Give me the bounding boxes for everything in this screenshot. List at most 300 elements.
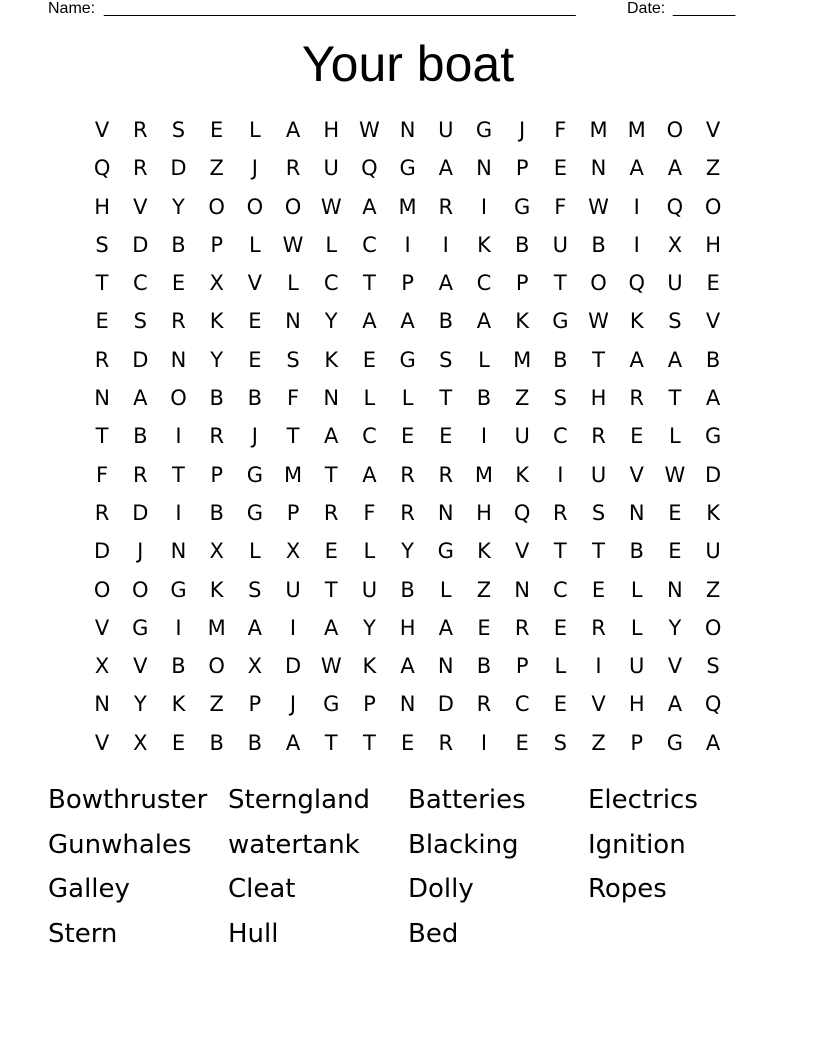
grid-letter: P [363,692,376,717]
grid-letter: B [209,500,224,525]
grid-letter: V [591,692,606,717]
grid-letter: E [668,539,682,564]
grid-letter: F [363,500,376,525]
grid-letter: L [630,577,643,602]
word-list-item: Bed [408,918,459,949]
grid-letter: E [553,615,567,640]
grid-letter: T [324,462,338,487]
grid-letter: N [399,692,416,717]
grid-letter: Q [628,271,645,296]
grid-letter: V [133,654,148,679]
grid-letter: T [324,730,338,755]
grid-letter: R [132,156,148,181]
grid-letter: Y [324,309,338,334]
grid-letter: J [251,156,258,181]
grid-letter: N [399,118,416,142]
grid-letter: H [399,615,416,640]
grid-letter: V [94,615,110,640]
grid-letter: R [171,309,186,334]
grid-letter: A [362,194,377,219]
word-list-item: Ignition [588,829,686,860]
grid-letter: R [629,386,645,411]
grid-letter: V [94,730,110,755]
grid-letter: I [442,232,449,257]
grid-letter: A [400,309,415,334]
grid-letter: E [171,730,186,755]
grid-letter: A [400,654,415,679]
grid-letter: H [705,232,721,257]
grid-letter: D [94,539,111,564]
grid-letter: U [514,424,530,449]
grid-row [83,188,733,226]
grid-letter: L [287,271,299,296]
grid-letter: O [246,194,264,219]
grid-letter: J [289,692,297,717]
grid-letter: J [519,118,526,142]
grid-letter: Y [210,347,224,372]
grid-letter: A [133,386,148,411]
grid-letter: Z [514,386,530,411]
grid-letter: A [438,615,453,640]
grid-letter: N [285,309,301,334]
grid-letter: A [667,156,683,181]
grid-letter: D [170,156,187,181]
grid-letter: S [95,232,109,257]
word-list-item: Batteries [408,785,526,815]
grid-letter: B [514,232,530,257]
grid-letter: P [210,462,223,487]
grid-letter: O [284,194,302,219]
grid-letter: K [324,347,339,372]
grid-letter: B [400,577,415,602]
grid-letter: H [590,386,607,411]
grid-letter: E [95,309,109,334]
grid-row [83,341,733,379]
grid-letter: O [170,386,187,411]
grid-letter: A [705,730,721,755]
grid-letter: E [477,615,491,640]
grid-letter: B [171,654,186,679]
grid-letter: X [247,654,263,679]
grid-letter: B [209,730,224,755]
grid-letter: Q [666,194,684,219]
grid-letter: W [320,194,342,219]
grid-letter: K [209,309,224,334]
grid-letter: P [630,730,644,755]
grid-letter: B [591,232,606,257]
grid-row [83,647,733,685]
grid-letter: U [629,654,645,679]
grid-letter: W [320,654,342,679]
grid-letter: R [591,424,606,449]
grid-letter: A [667,347,683,372]
grid-letter: I [480,730,488,755]
grid-letter: R [132,462,148,487]
grid-letter: U [438,118,454,142]
grid-letter: C [514,692,530,717]
grid-letter: M [207,615,226,640]
grid-letter: E [630,424,644,449]
grid-letter: D [705,462,722,487]
grid-letter: Y [668,615,682,640]
grid-letter: H [323,118,340,142]
grid-letter: C [362,232,377,257]
grid-letter: L [401,386,414,411]
grid-letter: V [94,118,110,142]
grid-letter: C [323,271,339,296]
grid-letter: E [400,424,415,449]
grid-letter: P [248,692,262,717]
grid-letter: L [554,654,567,679]
grid-letter: V [514,539,530,564]
grid-letter: T [592,347,605,372]
grid-letter: W [588,194,609,219]
grid-letter: Z [209,156,224,181]
grid-letter: R [94,347,110,372]
grid-letter: T [553,539,567,564]
grid-letter: I [633,194,640,219]
grid-letter: A [438,156,453,181]
grid-letter: P [515,156,529,181]
grid-letter: M [589,118,608,142]
grid-letter: G [246,500,263,525]
grid-row [83,571,733,609]
grid-letter: Q [513,500,531,525]
grid-letter: B [553,347,568,372]
grid-row [83,149,733,187]
grid-letter: F [554,118,567,142]
word-list-item: Cleat [228,874,296,904]
grid-letter: Z [209,692,224,717]
grid-row [83,724,733,762]
grid-letter: O [132,577,149,602]
grid-letter: H [94,194,110,219]
word-list-item: Ropes [588,874,667,904]
grid-letter: U [552,232,569,257]
word-list-item: Gunwhales [48,829,192,860]
grid-letter: B [476,654,492,679]
grid-letter: M [398,194,417,219]
grid-letter: X [94,654,110,679]
grid-row [83,456,733,494]
grid-letter: A [285,118,301,142]
grid-letter: R [438,194,454,219]
grid-letter: B [209,386,224,411]
grid-letter: O [666,118,684,142]
grid-letter: R [209,424,224,449]
grid-letter: O [93,577,111,602]
grid-letter: P [210,232,223,257]
grid-letter: T [95,271,109,296]
grid-letter: E [324,539,338,564]
grid-letter: C [362,424,377,449]
grid-letter: U [667,271,683,296]
grid-letter: R [400,500,415,525]
grid-letter: G [514,194,531,219]
grid-letter: A [362,462,377,487]
grid-letter: T [172,462,185,487]
date-blank-line: _______ [673,0,736,17]
grid-letter: E [591,577,606,602]
grid-letter: D [132,347,149,372]
grid-letter: N [437,500,454,525]
grid-letter: V [629,462,644,487]
grid-letter: Y [172,194,185,219]
grid-letter: M [513,347,532,372]
name-date-header [48,0,748,18]
grid-letter: I [289,615,297,640]
grid-letter: N [590,156,607,181]
grid-letter: H [476,500,492,525]
letter-grid [83,111,733,762]
grid-letter: A [324,424,339,449]
grid-letter: D [284,654,302,679]
grid-letter: T [439,386,453,411]
grid-letter: G [170,577,187,602]
grid-letter: C [553,577,568,602]
grid-letter: K [515,462,530,487]
grid-letter: C [553,424,568,449]
grid-letter: V [247,271,263,296]
grid-letter: S [171,118,186,142]
grid-letter: U [285,577,301,602]
grid-letter: E [439,424,453,449]
grid-letter: N [170,539,187,564]
grid-letter: T [668,386,682,411]
grid-letter: W [588,309,609,334]
grid-letter: V [705,309,721,334]
grid-letter: X [209,539,224,564]
grid-letter: R [94,500,110,525]
grid-letter: B [171,232,186,257]
grid-letter: T [362,730,376,755]
grid-letter: Z [591,730,606,755]
grid-letter: E [515,730,529,755]
name-label: Name: [48,0,96,17]
grid-letter: E [210,118,224,142]
grid-letter: T [592,539,605,564]
grid-letter: I [175,500,182,525]
grid-letter: V [705,118,721,142]
grid-letter: Z [705,577,721,602]
grid-letter: B [476,386,492,411]
word-list-item: Galley [48,874,130,904]
grid-letter: T [553,271,567,296]
grid-letter: T [95,424,109,449]
grid-letter: T [362,271,376,296]
grid-letter: E [400,730,415,755]
grid-letter: R [476,692,492,717]
grid-letter: R [514,615,530,640]
grid-letter: O [704,615,722,640]
grid-letter: F [96,462,109,487]
grid-letter: I [404,232,411,257]
grid-letter: B [247,386,263,411]
name-blank-line: _____________________________________________________ [104,0,576,17]
grid-letter: B [247,730,263,755]
grid-row [83,609,733,647]
grid-letter: R [591,615,606,640]
grid-letter: R [438,730,454,755]
grid-letter: R [438,462,454,487]
grid-letter: L [478,347,490,372]
grid-letter: A [324,615,339,640]
grid-row [83,226,733,264]
grid-letter: G [323,692,340,717]
grid-letter: E [171,271,186,296]
grid-letter: I [595,654,602,679]
grid-letter: R [285,156,301,181]
grid-letter: P [515,271,529,296]
grid-letter: R [553,500,568,525]
grid-letter: Y [401,539,414,564]
word-list [48,780,768,958]
grid-letter: O [590,271,607,296]
grid-letter: N [170,347,187,372]
grid-letter: L [248,118,261,142]
grid-letter: W [359,118,380,142]
word-list-item: Dolly [408,874,474,904]
grid-letter: M [627,118,646,142]
grid-letter: U [361,577,378,602]
grid-letter: A [629,347,644,372]
grid-letter: S [133,309,147,334]
grid-letter: G [132,615,149,640]
grid-letter: F [286,386,300,411]
grid-letter: G [475,118,493,142]
grid-letter: A [362,309,377,334]
grid-letter: U [705,539,721,564]
grid-letter: L [325,232,338,257]
grid-letter: B [438,309,453,334]
grid-letter: Q [93,156,111,181]
grid-letter: U [590,462,607,487]
grid-letter: T [324,577,338,602]
grid-letter: C [476,271,492,296]
grid-letter: X [667,232,683,257]
grid-letter: E [362,347,377,372]
grid-letter: C [132,271,148,296]
grid-letter: P [515,654,529,679]
grid-letter: B [705,347,721,372]
grid-letter: N [94,386,110,411]
puzzle-title: Your boat [301,36,515,92]
grid-letter: E [248,309,262,334]
grid-letter: I [480,424,488,449]
grid-letter: E [248,347,262,372]
grid-letter: B [133,424,148,449]
grid-letter: N [514,577,531,602]
grid-letter: V [667,654,683,679]
grid-letter: P [401,271,414,296]
grid-letter: R [400,462,415,487]
grid-letter: M [283,462,303,487]
word-list-item: Hull [228,918,279,949]
grid-letter: O [208,654,225,679]
grid-letter: G [437,539,454,564]
grid-letter: K [209,577,224,602]
grid-letter: M [474,462,494,487]
word-list-item: Blacking [408,829,519,860]
grid-letter: G [246,462,263,487]
grid-letter: L [439,577,452,602]
date-label: Date: [627,0,666,17]
grid-letter: K [477,539,491,564]
grid-letter: G [666,730,684,755]
grid-letter: S [286,347,300,372]
grid-letter: T [286,424,300,449]
grid-letter: W [282,232,304,257]
grid-letter: V [133,194,148,219]
word-list-item: Sterngland [228,785,371,815]
grid-letter: N [94,692,110,717]
grid-letter: Q [361,156,378,181]
grid-letter: A [705,386,721,411]
word-list-item: Electrics [588,785,698,815]
grid-letter: N [437,654,454,679]
grid-letter: N [476,156,492,181]
grid-letter: Z [476,577,492,602]
grid-letter: S [553,386,568,411]
grid-letter: J [137,539,144,564]
grid-letter: I [175,424,182,449]
grid-letter: Y [362,615,376,640]
grid-letter: B [629,539,644,564]
grid-letter: W [664,462,686,487]
grid-letter: S [591,500,606,525]
grid-row [83,685,733,723]
grid-letter: S [706,654,720,679]
grid-letter: L [363,386,376,411]
grid-letter: A [629,156,644,181]
grid-letter: E [553,692,567,717]
grid-letter: L [363,539,376,564]
grid-letter: A [285,730,301,755]
grid-row [83,302,733,340]
grid-row [83,264,733,302]
grid-letter: G [399,347,416,372]
grid-letter: L [630,615,643,640]
grid-letter: G [704,424,722,449]
grid-letter: L [248,539,261,564]
grid-letter: X [133,730,148,755]
grid-letter: A [438,271,453,296]
grid-letter: S [668,309,682,334]
grid-letter: K [629,309,644,334]
grid-row [83,417,733,455]
grid-row [83,532,733,570]
grid-letter: K [171,692,186,717]
grid-letter: D [132,232,149,257]
grid-letter: I [480,194,488,219]
grid-letter: J [251,424,258,449]
grid-letter: A [247,615,263,640]
grid-letter: A [476,309,492,334]
grid-letter: G [399,156,416,181]
grid-letter: S [248,577,262,602]
grid-letter: Q [704,692,722,717]
grid-letter: F [554,194,567,219]
grid-letter: I [557,462,564,487]
grid-letter: K [477,232,491,257]
word-list-item: Bowthruster [48,785,208,815]
grid-letter: N [667,577,683,602]
grid-row [83,111,733,149]
grid-letter: R [323,500,339,525]
grid-letter: O [704,194,722,219]
grid-letter: I [175,615,182,640]
word-list-item: watertank [228,829,360,860]
